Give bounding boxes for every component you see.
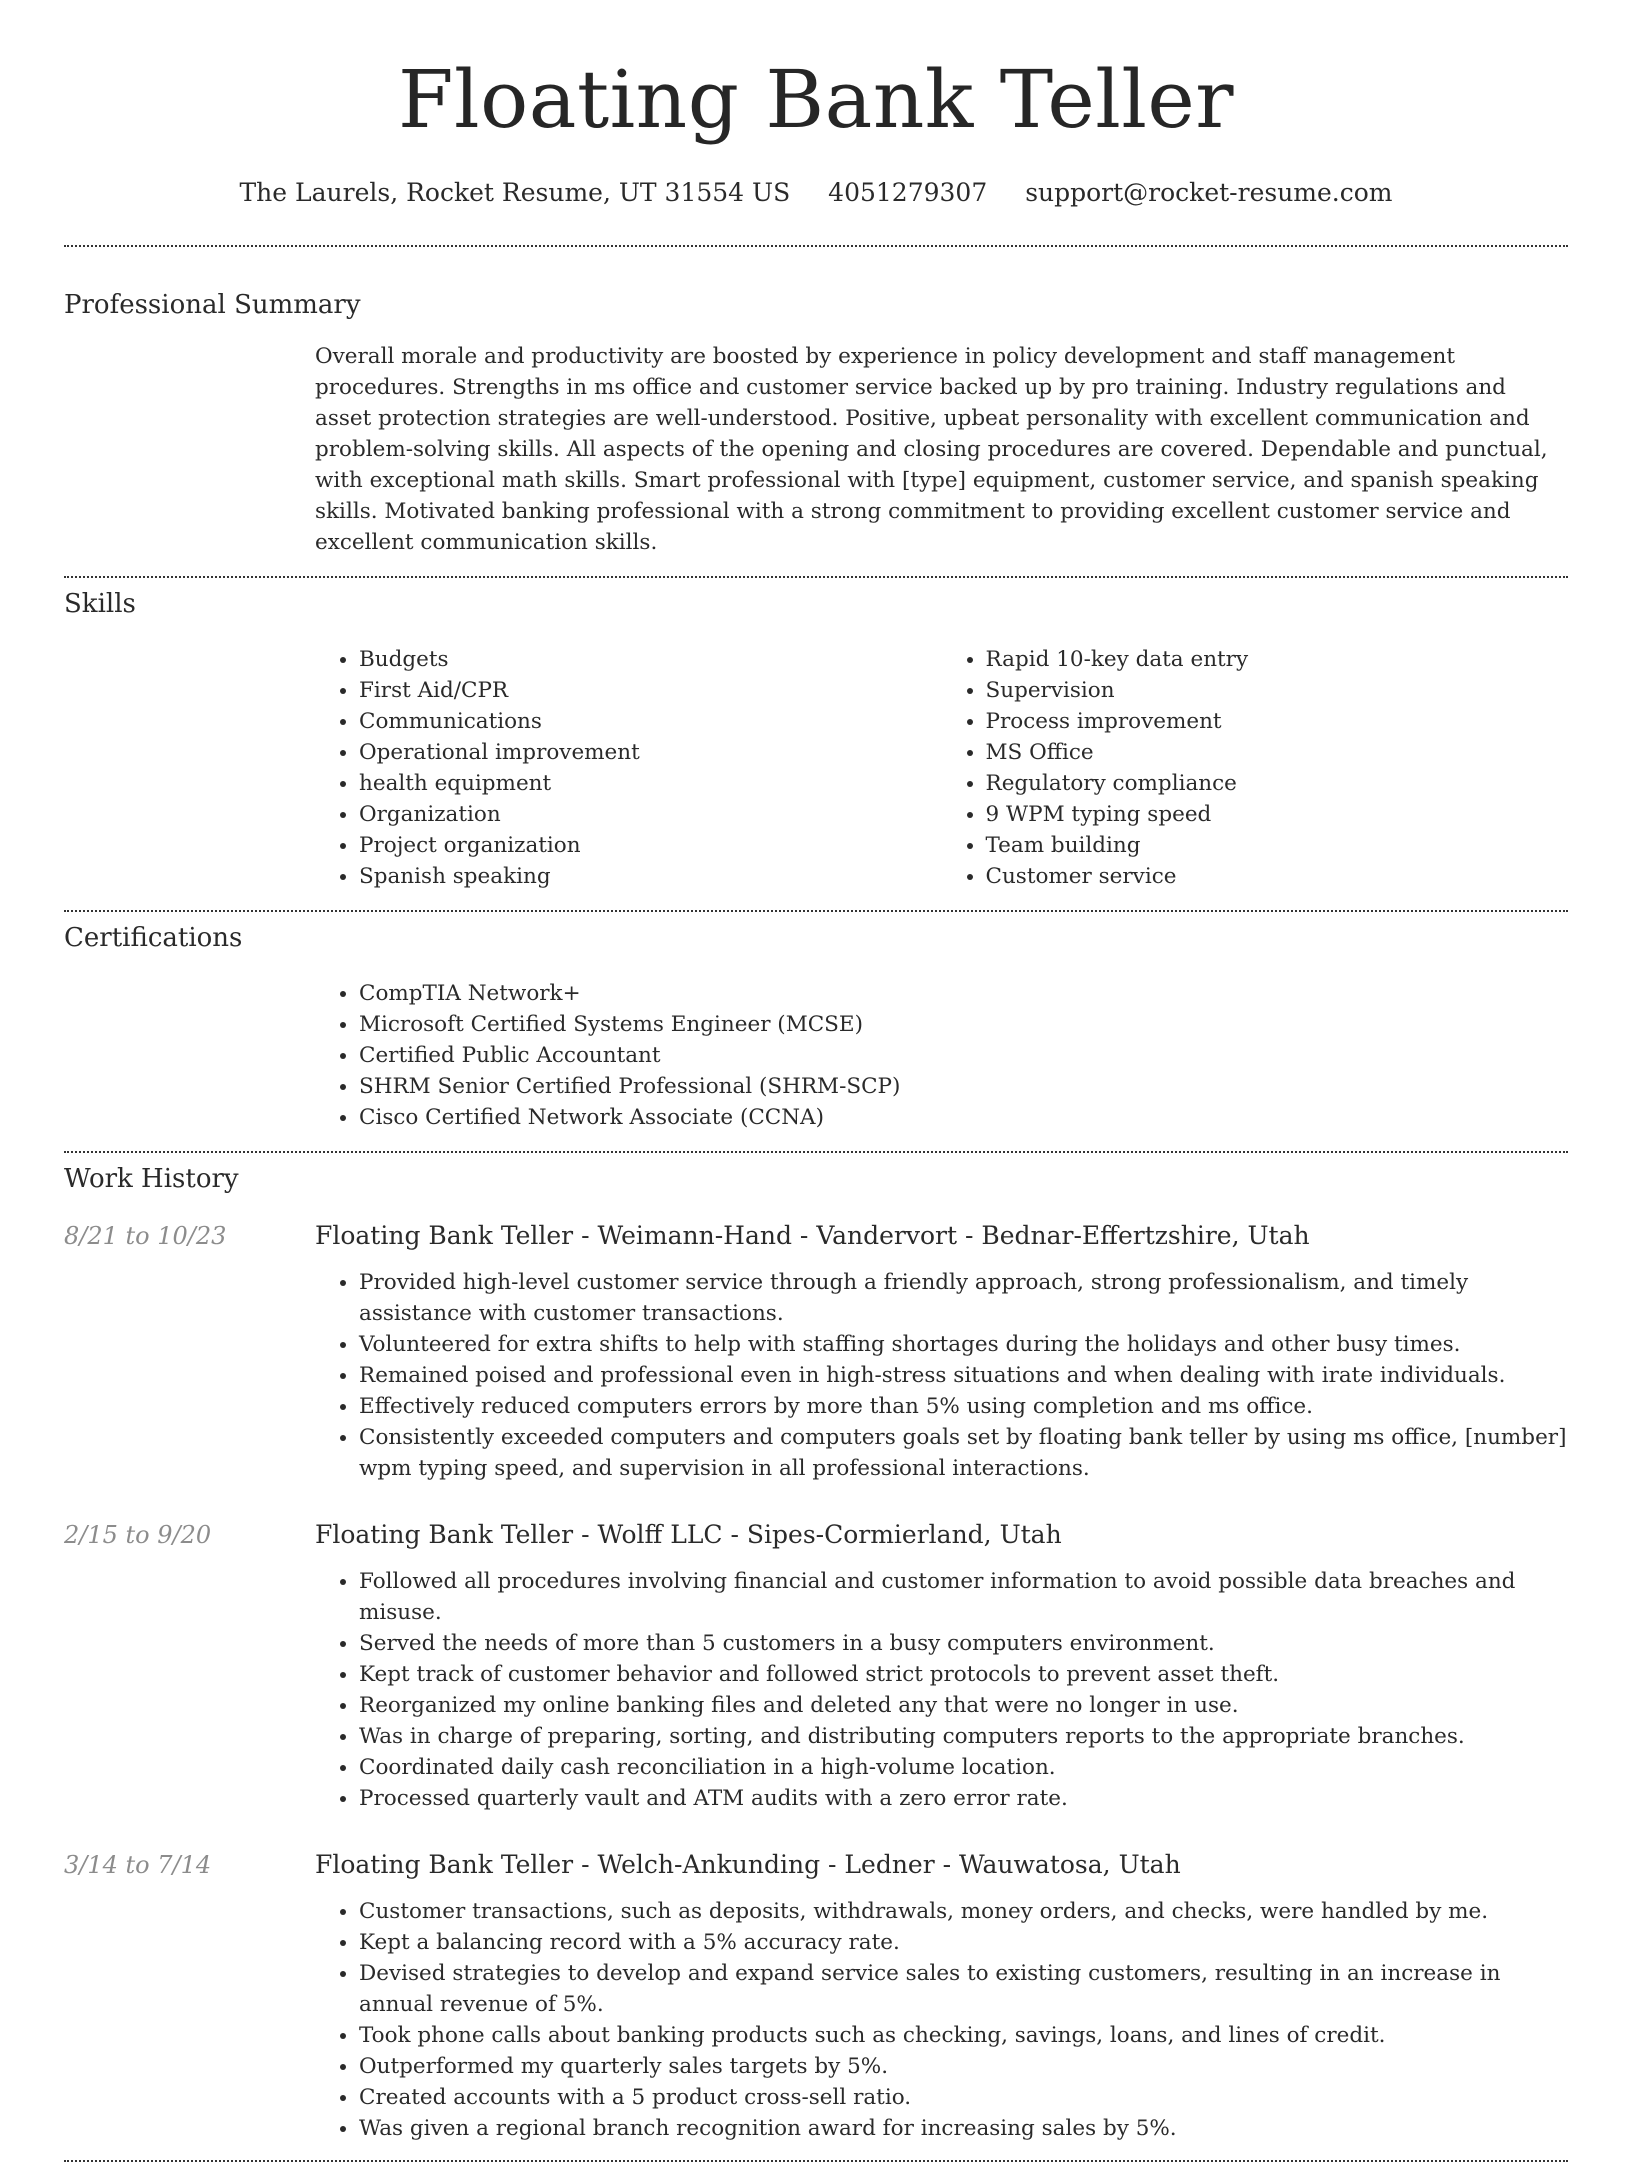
job-bullet: • Kept a balancing record with a 5% accuracy rate. [359,1927,1568,1958]
job-bullet: • Devised strategies to develop and expand service sales to existing customers, resulting in an increase in annual revenue of 5%. [359,1958,1568,2020]
job-bullet: • Took phone calls about banking products such as checking, savings, loans, and lines of credit. [359,2020,1568,2051]
certifications-items [315,978,1568,1133]
certification-item: • Certified Public Accountant [359,1040,1568,1071]
job-bullet: • Was given a regional branch recognition award for increasing sales by 5%. [359,2113,1568,2144]
skill-item: • Rapid 10-key data entry [986,644,1569,675]
job-entry [64,1520,1568,1814]
contact-phone: 4051279307 [828,178,988,207]
job-bullet: • Kept track of customer behavior and followed strict protocols to prevent asset theft. [359,1659,1568,1690]
skills-list [315,644,1568,892]
summary-divider [64,576,1568,578]
contact-address: The Laurels, Rocket Resume, UT 31554 US [239,178,791,207]
job-bullet: • Was in charge of preparing, sorting, and distributing computers reports to the appropriate branches. [359,1721,1568,1752]
skill-item: • Process improvement [986,706,1569,737]
skill-item: • Supervision [986,675,1569,706]
skills-divider [64,910,1568,912]
skill-item: • MS Office [986,737,1569,768]
job-title: Floating Bank Teller - Wolff LLC - Sipes-Cormierland, Utah [315,1520,1062,1549]
job-bullet: • Effectively reduced computers errors by more than 5% using completion and ms office. [359,1391,1568,1422]
job-details [315,1850,1568,2144]
summary-text: Overall morale and productivity are boosted by experience in policy development and staff management procedures. Strengths in ms office and customer service backed up by pro training. Industry regulations and asset protection strategies are well-understood. Positive, upbeat personality with excellent communication and problem-solving skills. All aspects of the opening and closing procedures are covered. Dependable and punctual, with exceptional math skills. Smart professional with [type] equipment, customer service, and spanish speaking skills. Motivated banking professional with a strong commitment to providing excellent customer service and excellent communication skills. [315,344,1548,555]
certifications-list [315,978,1568,1133]
job-bullet: • Created accounts with a 5 product cross-sell ratio. [359,2082,1568,2113]
skill-item: • Communications [359,706,942,737]
job-bullet: • Served the needs of more than 5 customers in a busy computers environment. [359,1628,1568,1659]
skills-column-right [942,644,1569,892]
contact-line [64,178,1568,208]
certification-item: • Cisco Certified Network Associate (CCNA) [359,1102,1568,1133]
skill-item: • Spanish speaking [359,861,942,892]
skill-item: • Operational improvement [359,737,942,768]
job-entry [64,1221,1568,1484]
certification-item: • SHRM Senior Certified Professional (SHRM-SCP) [359,1071,1568,1102]
summary-section-title: Professional Summary [64,290,361,320]
skill-item: • Organization [359,799,942,830]
job-bullet: • Outperformed my quarterly sales targets by 5%. [359,2051,1568,2082]
skills-section-title: Skills [64,589,136,619]
job-bullet: • Provided high-level customer service through a friendly approach, strong professionalism, and timely assistance with customer transactions. [359,1267,1568,1329]
job-bullet: • Coordinated daily cash reconciliation in a high-volume location. [359,1752,1568,1783]
job-bullets [315,1566,1568,1814]
job-bullet: • Reorganized my online banking files and deleted any that were no longer in use. [359,1690,1568,1721]
skill-item: • 9 WPM typing speed [986,799,1569,830]
contact-email: support@rocket-resume.com [1025,178,1393,207]
candidate-name: Floating Bank Teller [397,53,1234,146]
job-dates: 3/14 to 7/14 [64,1851,212,1879]
certification-item: • CompTIA Network+ [359,978,1568,1009]
job-details [315,1520,1568,1814]
skill-item: • Budgets [359,644,942,675]
job-title: Floating Bank Teller - Weimann-Hand - Vandervort - Bednar-Effertzshire, Utah [315,1221,1310,1250]
certifications-section-title: Certifications [64,923,243,953]
job-bullet: • Consistently exceeded computers and computers goals set by floating bank teller by using ms office, [number] wpm typing speed, and supervision in all professional interactions. [359,1422,1568,1484]
job-bullet: • Remained poised and professional even in high-stress situations and when dealing with irate individuals. [359,1360,1568,1391]
job-dates: 2/15 to 9/20 [64,1521,212,1549]
header-divider [64,245,1568,247]
skill-item: • Project organization [359,830,942,861]
skill-item: • Team building [986,830,1569,861]
skill-item: • Regulatory compliance [986,768,1569,799]
job-title: Floating Bank Teller - Welch-Ankunding - Ledner - Wauwatosa, Utah [315,1850,1181,1879]
job-bullet: • Processed quarterly vault and ATM audits with a zero error rate. [359,1783,1568,1814]
job-bullet: • Customer transactions, such as deposits, withdrawals, money orders, and checks, were handled by me. [359,1896,1568,1927]
job-entry [64,1850,1568,2144]
skill-item: • Customer service [986,861,1569,892]
certification-item: • Microsoft Certified Systems Engineer (MCSE) [359,1009,1568,1040]
job-dates: 8/21 to 10/23 [64,1222,227,1250]
job-details [315,1221,1568,1484]
resume-page [64,0,1568,2162]
job-bullet: • Volunteered for extra shifts to help with staffing shortages during the holidays and other busy times. [359,1329,1568,1360]
job-bullets [315,1896,1568,2144]
certifications-divider [64,1151,1568,1153]
skill-item: • First Aid/CPR [359,675,942,706]
skills-column-left [315,644,942,892]
skill-item: • health equipment [359,768,942,799]
work-section-title: Work History [64,1164,239,1194]
job-bullet: • Followed all procedures involving financial and customer information to avoid possible data breaches and misuse. [359,1566,1568,1628]
job-bullets [315,1267,1568,1484]
